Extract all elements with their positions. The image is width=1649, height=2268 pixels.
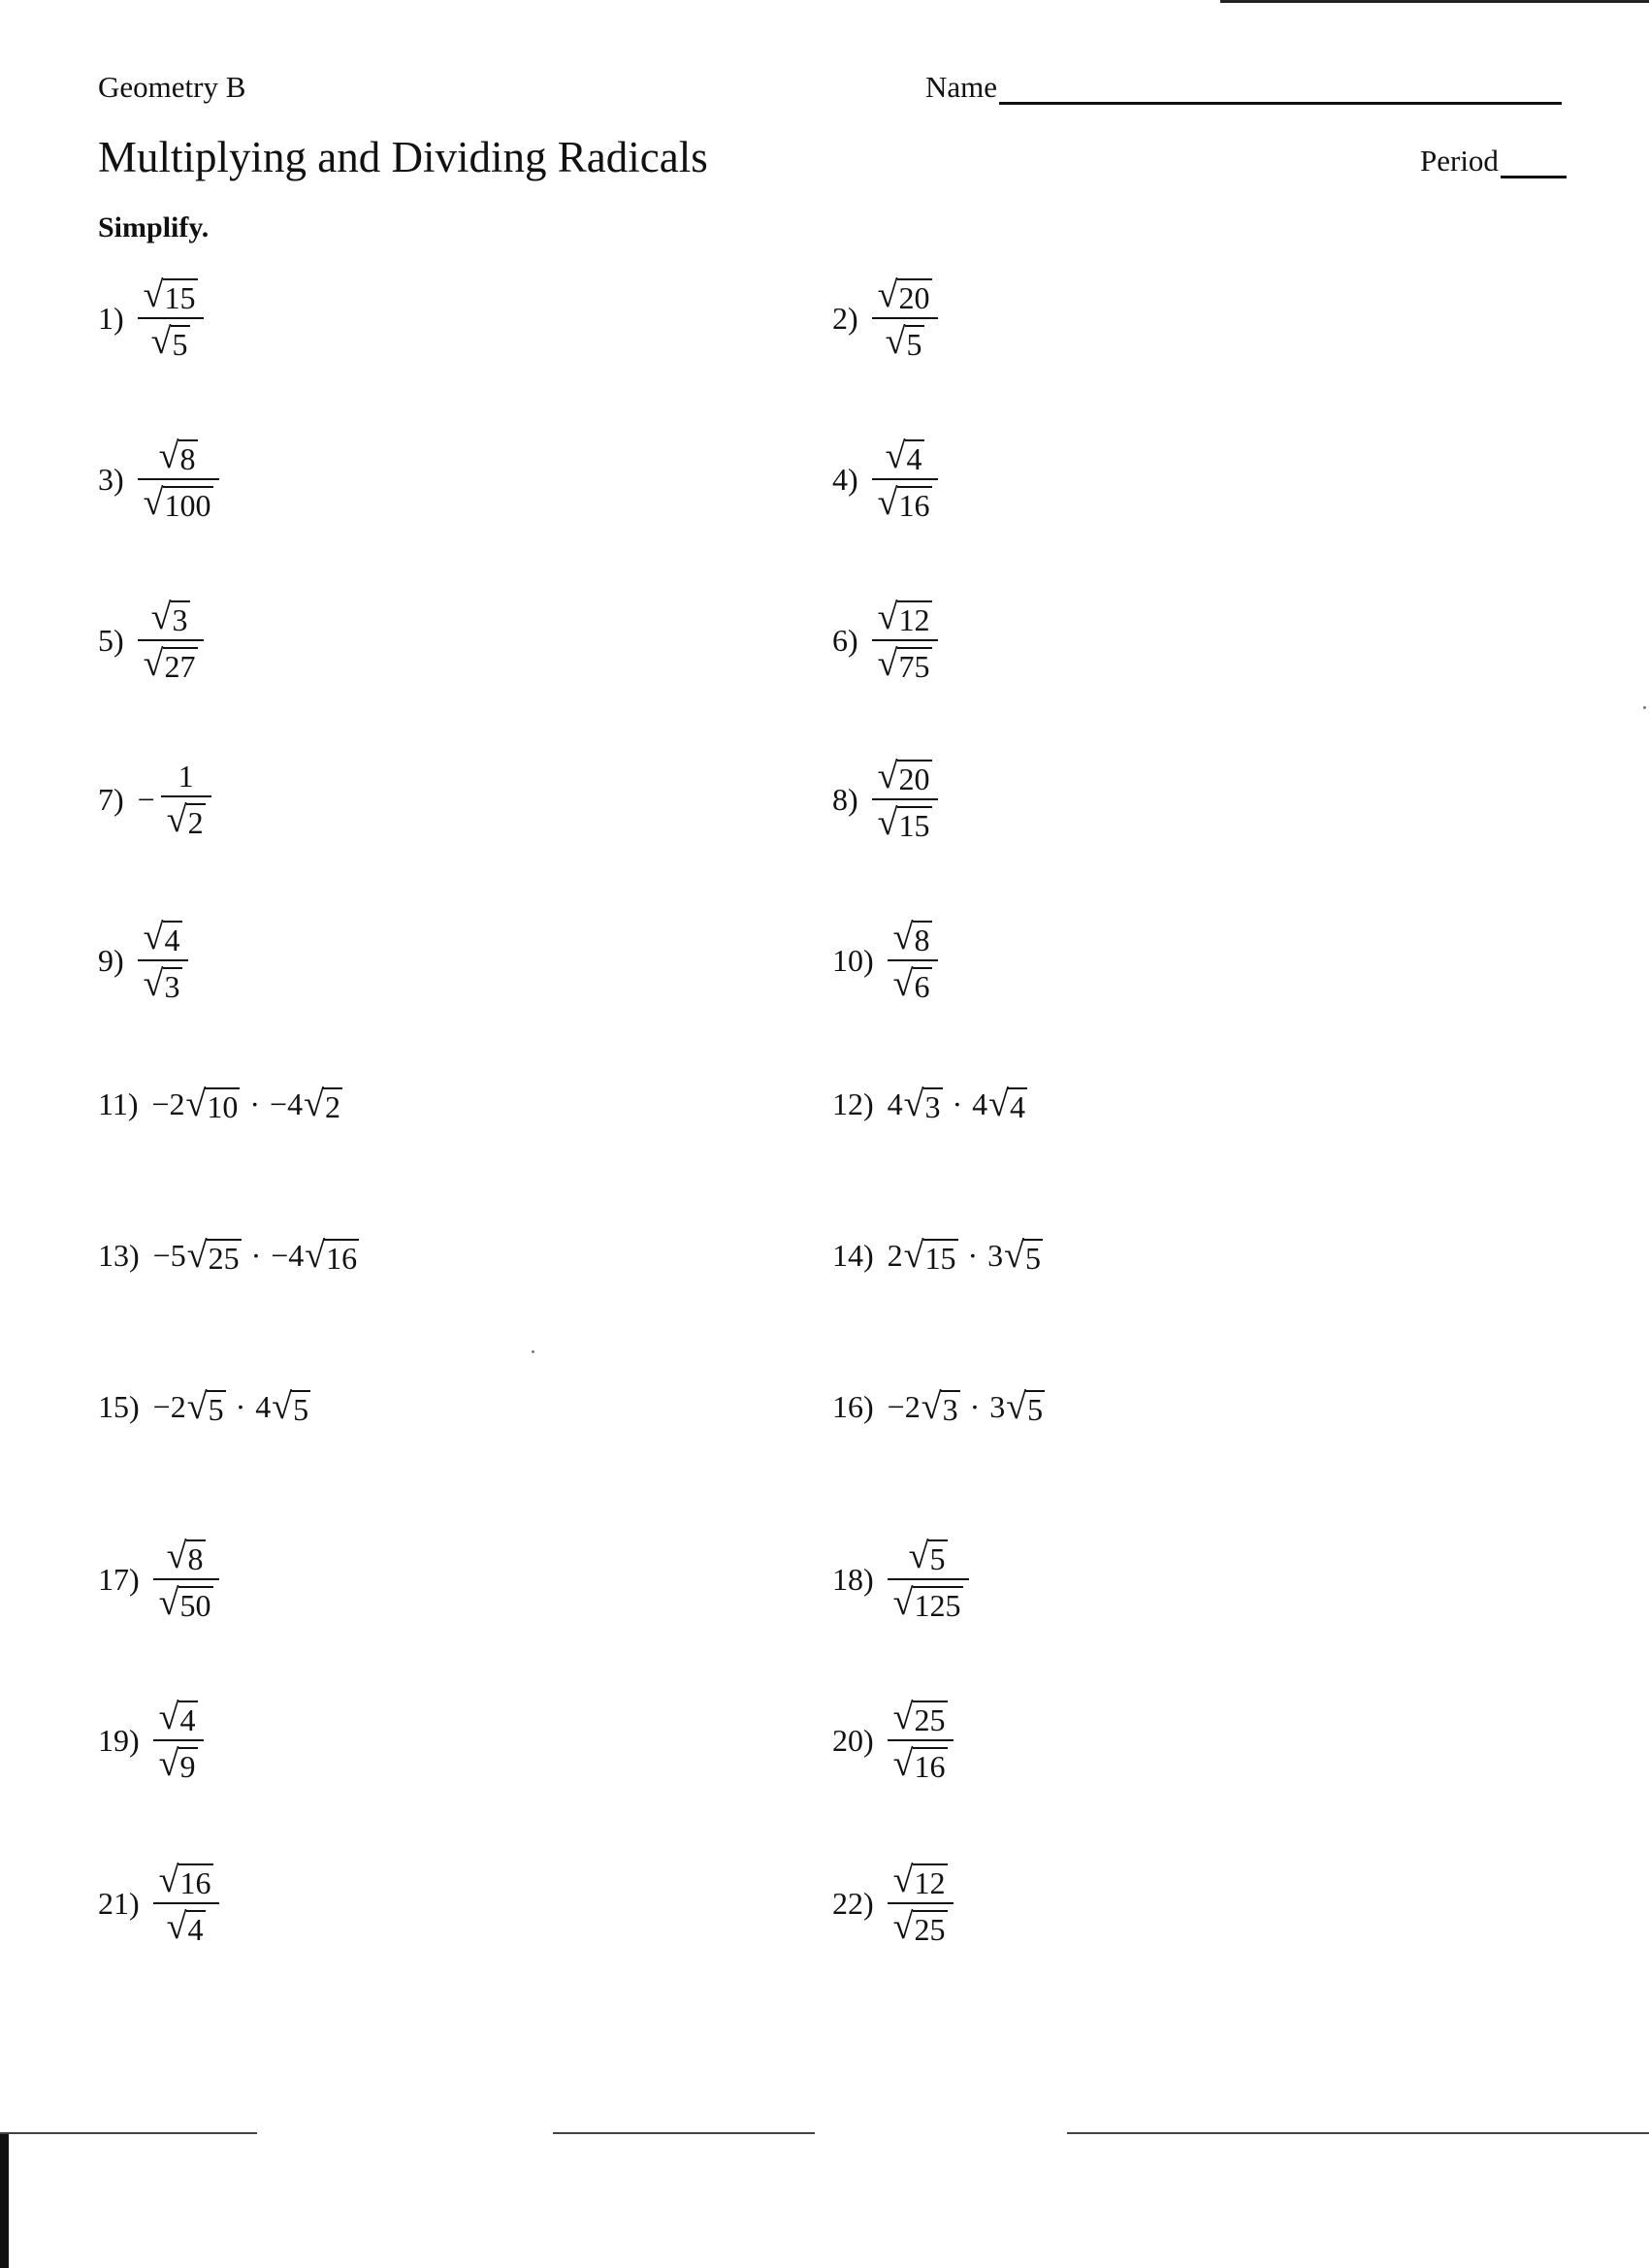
problem-3 [98,434,219,525]
radicand: 5 [208,1392,224,1427]
radicand: 3 [924,1089,941,1124]
radical [144,484,213,521]
radicand: 5 [929,1541,946,1576]
radical [904,1237,958,1274]
numerator [153,1695,204,1739]
radical-sign: √ [186,1235,208,1276]
radical [305,1237,359,1274]
name-label: Name [925,70,998,104]
radical [893,1745,948,1782]
radicand: 9 [179,1749,196,1784]
radical [893,1908,948,1945]
fraction [888,1534,969,1625]
radical-sign: √ [143,917,164,957]
numerator [888,1695,954,1739]
worksheet-title: Multiplying and Dividing Radicals [98,133,708,181]
radical [922,1388,960,1425]
radical-sign: √ [892,1743,914,1784]
problem-number: 3) [98,462,124,497]
radical-sign: √ [304,1084,324,1124]
radical [159,437,198,474]
radical-sign: √ [158,1697,179,1737]
numerator [888,915,938,959]
problem-11 [98,1085,342,1122]
problem-10 [832,915,938,1006]
multiply-dot: · [249,1086,261,1121]
problem-4 [832,434,938,525]
problem-number: 17) [98,1562,140,1597]
coefficient: −2 [151,1086,185,1121]
problem-number: 22) [832,1886,874,1921]
multiply-dot: · [235,1389,246,1424]
problem-number: 15) [98,1389,140,1424]
radical-sign: √ [921,1386,942,1427]
radicand: 75 [898,649,930,684]
radicand: 15 [924,1241,956,1276]
radicand: 16 [898,488,930,523]
problem-number: 13) [98,1238,140,1273]
coefficient: −2 [887,1389,921,1424]
name-blank-line[interactable] [999,75,1562,105]
radical-sign: √ [892,917,914,957]
radical [167,1908,206,1945]
radical [893,1862,948,1898]
radical-sign: √ [885,436,906,476]
fraction [153,1695,204,1786]
radicand: 27 [164,649,196,684]
radical-sign: √ [272,1386,293,1427]
coefficient: 3 [989,1389,1006,1424]
denominator [153,1741,204,1786]
radical [144,276,198,313]
fraction [872,754,938,845]
footer-rule [1067,2132,1649,2134]
radical-sign: √ [1004,1235,1025,1276]
radical [893,1584,963,1621]
problem-14 [832,1237,1043,1274]
radicand: 16 [179,1865,211,1900]
radical [878,645,932,682]
radical-sign: √ [166,1536,187,1576]
denominator [138,480,219,525]
fraction [138,273,204,364]
numerator [888,1858,954,1902]
radical-sign: √ [877,802,898,843]
problem-20 [832,1695,954,1786]
coefficient: 3 [987,1238,1004,1273]
radical-sign: √ [903,1084,924,1124]
fraction [888,915,938,1006]
radical-sign: √ [150,321,172,362]
radical [893,919,932,956]
problem-number: 9) [98,943,124,978]
problem-5 [98,595,204,686]
scan-speck [1643,706,1646,709]
radical-sign: √ [150,597,172,637]
fraction [872,434,938,525]
radical-sign: √ [892,963,914,1004]
radical [167,1538,206,1574]
radical-sign: √ [143,963,164,1004]
course-label: Geometry B [98,70,246,104]
radical-sign: √ [877,482,898,523]
scan-top-rule [1220,0,1649,3]
radical [187,1388,226,1425]
denominator [161,797,211,842]
radicand: 3 [942,1392,958,1427]
radicand: 25 [914,1702,946,1737]
radical-sign: √ [143,643,164,684]
radical [167,801,206,838]
radical [144,645,198,682]
radicand: 2 [324,1089,340,1124]
radical-sign: √ [143,275,164,315]
radical-sign: √ [143,482,164,523]
radical-sign: √ [903,1235,924,1276]
radicand: 10 [207,1089,239,1124]
coefficient: −4 [271,1238,305,1273]
radical [151,599,190,635]
radical-sign: √ [185,1084,207,1124]
problem-number: 1) [98,301,124,336]
radicand: 20 [898,761,930,796]
period-blank-line[interactable] [1501,148,1567,178]
radicand: 5 [293,1392,309,1427]
radicand: 5 [1027,1392,1044,1427]
problem-number: 7) [98,782,124,817]
radical [893,1699,948,1735]
radicand: 8 [179,441,196,476]
problem-number: 4) [832,462,858,497]
multiply-dot: · [967,1238,979,1273]
denominator [888,1741,954,1786]
numerator [872,754,938,798]
numerator [138,273,204,317]
problem-number: 5) [98,623,124,658]
numerator [880,434,930,478]
fraction [153,1534,219,1625]
radical-sign: √ [158,1743,179,1784]
radical [1004,1237,1043,1274]
footer-rule [0,2132,257,2134]
radical-sign: √ [892,1697,914,1737]
radicand: 15 [898,808,930,843]
denominator [872,800,938,845]
radical [909,1538,948,1574]
radical-sign: √ [892,1582,914,1623]
radicand: 12 [898,602,930,637]
radical [893,965,932,1002]
fraction [888,1858,954,1949]
fraction [872,273,938,364]
radical-sign: √ [877,756,898,796]
radical [886,323,924,360]
radicand: 5 [172,327,188,362]
numerator [173,757,200,795]
radicand: 5 [906,327,922,362]
radicand: 8 [914,923,930,957]
radicand: 8 [187,1541,204,1576]
problem-15 [98,1388,310,1425]
fraction [153,1858,219,1949]
problem-2 [832,273,938,364]
numerator [872,595,938,639]
problem-13 [98,1237,359,1274]
radicand: 4 [179,1702,196,1737]
radicand: 25 [208,1241,240,1276]
radicand: 16 [326,1241,358,1276]
radical-sign: √ [877,275,898,315]
radical-sign: √ [908,1536,929,1576]
problem-number: 11) [98,1086,139,1121]
numerator [146,595,196,639]
problem-number: 20) [832,1723,874,1758]
radical [878,804,932,841]
problem-1 [98,273,204,364]
radical-sign: √ [885,321,906,362]
problem-12 [832,1085,1027,1122]
radicand: 125 [914,1588,961,1623]
radical [878,276,932,313]
footer-rule [553,2132,815,2134]
radicand: 25 [914,1912,946,1947]
problem-number: 8) [832,782,858,817]
multiply-dot: · [952,1086,963,1121]
multiply-dot: · [250,1238,262,1273]
radical-sign: √ [158,1582,179,1623]
denominator [153,1580,219,1625]
radical [988,1085,1027,1122]
radical [1006,1388,1045,1425]
numerator [138,915,188,959]
denominator [161,1904,211,1949]
problem-17 [98,1534,219,1625]
radical [886,437,924,474]
denominator [146,319,196,364]
radicand: 16 [914,1749,946,1784]
fraction [161,757,211,842]
radical-sign: √ [158,436,179,476]
problem-number: 21) [98,1886,140,1921]
radical-sign: √ [877,643,898,684]
numerator [903,1534,954,1578]
problem-number: 18) [832,1562,874,1597]
problem-number: 14) [832,1238,874,1273]
multiply-dot: · [969,1389,981,1424]
numerator [161,1534,211,1578]
problem-number: 6) [832,623,858,658]
problem-16 [832,1388,1045,1425]
radical-sign: √ [1006,1386,1027,1427]
radicand: 2 [187,805,204,840]
coefficient: 2 [887,1238,903,1273]
denominator [888,961,938,1006]
radical [159,1745,198,1782]
denominator [138,961,188,1006]
radical [878,484,932,521]
radical [186,1085,241,1122]
coefficient: 4 [887,1086,903,1121]
radical [159,1862,213,1898]
problem-19 [98,1695,204,1786]
instructions: Simplify. [98,211,210,243]
radicand: 3 [164,969,180,1004]
scan-edge-bar [0,2134,9,2268]
problem-number: 16) [832,1389,874,1424]
radicand: 12 [914,1865,946,1900]
radical-sign: √ [305,1235,326,1276]
fraction [138,595,204,686]
radicand: 20 [898,280,930,315]
radical-sign: √ [892,1906,914,1947]
fraction [138,915,188,1006]
radicand: 4 [906,441,922,476]
radical [159,1584,213,1621]
radical [304,1085,342,1122]
radical-sign: √ [186,1386,208,1427]
problem-number: 10) [832,943,874,978]
radical [272,1388,310,1425]
period-label: Period [1420,144,1499,178]
radical-sign: √ [166,799,187,840]
radicand: 4 [164,923,180,957]
denominator [880,319,930,364]
coefficient: −4 [270,1086,304,1121]
radical [904,1085,943,1122]
period-field[interactable] [1420,144,1567,178]
radicand: 100 [164,488,211,523]
radical [878,599,932,635]
numerator [872,273,938,317]
radical [144,965,182,1002]
denominator [872,641,938,686]
radicand: 4 [187,1912,204,1947]
radical [151,323,190,360]
problem-6 [832,595,938,686]
negative-sign: − [137,782,155,817]
radicand: 3 [172,602,188,637]
numerator [153,434,204,478]
scan-speck [532,1350,534,1353]
problem-21 [98,1858,219,1949]
radical-sign: √ [988,1084,1010,1124]
radical [878,758,932,794]
denominator [888,1580,969,1625]
radical-sign: √ [166,1906,187,1947]
radicand: 50 [179,1588,211,1623]
numerator [153,1858,219,1902]
name-field[interactable] [925,70,1562,105]
coefficient: 4 [972,1086,988,1121]
radical-sign: √ [892,1860,914,1900]
fraction [888,1695,954,1786]
problem-9 [98,915,188,1006]
radical [187,1237,242,1274]
problem-number: 19) [98,1723,140,1758]
radical [144,919,182,956]
denominator [872,480,938,525]
radicand: 15 [164,280,196,315]
denominator [138,641,204,686]
coefficient: −5 [152,1238,186,1273]
problem-22 [832,1858,954,1949]
coefficient: 4 [255,1389,272,1424]
radical-sign: √ [877,597,898,637]
numerator-value: 1 [178,759,194,794]
fraction [138,434,219,525]
problem-number: 2) [832,301,858,336]
coefficient: −2 [152,1389,186,1424]
problem-number: 12) [832,1086,874,1121]
problem-7 [98,757,211,842]
radicand: 5 [1025,1241,1042,1276]
problem-18 [832,1534,969,1625]
radical [159,1699,198,1735]
problem-8 [832,754,938,845]
radicand: 6 [914,969,930,1004]
radicand: 4 [1010,1089,1026,1124]
radical-sign: √ [158,1860,179,1900]
denominator [888,1904,954,1949]
fraction [872,595,938,686]
